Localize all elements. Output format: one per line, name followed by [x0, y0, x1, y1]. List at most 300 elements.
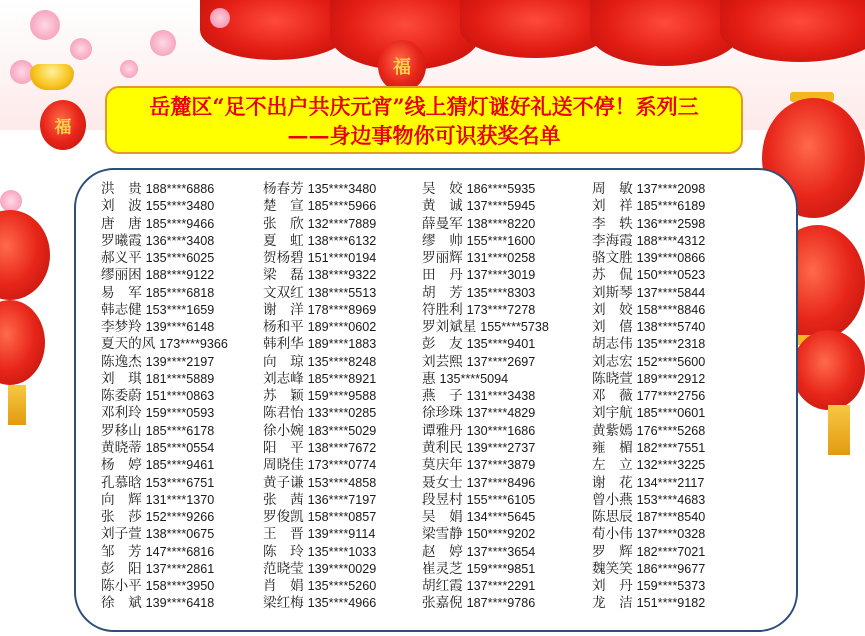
red-drape	[720, 0, 865, 62]
winner-name: 楚 宣	[263, 198, 304, 215]
winner-phone: 138****6132	[307, 233, 377, 248]
winner-phone: 150****9202	[466, 527, 536, 542]
winner-phone: 159****9851	[466, 561, 536, 576]
winner-row	[101, 595, 228, 612]
winner-row	[592, 302, 705, 319]
winner-name: 张 欣	[263, 215, 304, 232]
winner-phone: 188****9122	[145, 268, 215, 283]
winner-phone: 139****2737	[466, 440, 536, 455]
winner-name: 莫庆年	[422, 457, 463, 474]
plum-blossom-icon	[70, 38, 92, 60]
winner-row	[592, 233, 705, 250]
winner-name: 田 丹	[422, 267, 463, 284]
winner-row	[263, 475, 376, 492]
winner-phone: 134****5645	[466, 510, 536, 525]
winner-name: 张 莎	[101, 509, 142, 526]
winner-phone: 139****0029	[307, 561, 377, 576]
winner-name: 罗刘斌星	[422, 319, 477, 336]
red-drape	[460, 0, 610, 58]
winner-phone: 137****3019	[466, 268, 536, 283]
winner-name: 崔灵芝	[422, 560, 463, 577]
winner-row	[263, 302, 376, 319]
winner-row	[422, 302, 549, 319]
winner-phone: 155****6105	[466, 492, 536, 507]
winner-name: 王 晋	[263, 526, 304, 543]
winner-name: 洪 贵	[101, 181, 142, 197]
winner-phone: 139****6418	[145, 596, 215, 611]
winner-name: 黄 诚	[422, 198, 463, 215]
winner-phone: 153****4858	[307, 475, 377, 490]
winner-row	[422, 423, 549, 440]
winner-row	[422, 544, 549, 561]
winner-row	[422, 595, 549, 612]
winner-row	[422, 233, 549, 250]
winner-name: 郝义平	[101, 250, 142, 267]
winner-name: 刘 祥	[592, 198, 633, 215]
winner-name: 夏天的风	[101, 336, 156, 353]
winner-row	[101, 561, 228, 578]
red-drape	[590, 0, 740, 66]
winner-row	[422, 440, 549, 457]
winner-name: 罗 辉	[592, 543, 633, 560]
winner-phone: 137****4829	[466, 406, 536, 421]
winner-name: 谢 洋	[263, 301, 304, 318]
winner-row	[422, 578, 549, 595]
winner-row	[263, 578, 376, 595]
winner-row	[592, 198, 705, 215]
winner-phone: 147****6816	[145, 544, 215, 559]
winner-phone: 151****9182	[636, 596, 706, 611]
winner-row	[101, 440, 228, 457]
winner-name: 陈小平	[101, 578, 142, 595]
winner-name: 张嘉倪	[422, 595, 463, 612]
lantern-icon: 福	[378, 40, 426, 92]
winner-phone: 137****0328	[636, 527, 706, 542]
gold-ingot-icon	[30, 64, 74, 90]
winner-row	[592, 595, 705, 612]
winner-phone: 137****8496	[466, 475, 536, 490]
winner-row	[263, 544, 376, 561]
winner-row	[422, 457, 549, 474]
winner-phone: 177****2756	[636, 389, 706, 404]
winner-name: 缪丽困	[101, 267, 142, 284]
winner-row	[263, 181, 376, 198]
winner-name: 向 琼	[263, 353, 304, 370]
winner-name: 刘 姣	[592, 301, 633, 318]
winner-name: 向 辉	[101, 491, 142, 508]
winner-phone: 138****5513	[307, 285, 377, 300]
winner-phone: 135****8248	[307, 354, 377, 369]
winner-row	[422, 250, 549, 267]
winner-phone: 130****1686	[466, 423, 536, 438]
winner-name: 薛曼军	[422, 215, 463, 232]
winner-name: 刘志峰	[263, 370, 304, 387]
winner-phone: 137****2697	[466, 354, 536, 369]
winner-row	[263, 285, 376, 302]
winner-row	[101, 336, 228, 353]
winner-name: 刘斯琴	[592, 284, 633, 301]
winner-phone: 152****5600	[636, 354, 706, 369]
winner-name: 聂女士	[422, 474, 463, 491]
winner-row	[592, 319, 705, 336]
winner-name: 吴 娟	[422, 509, 463, 526]
winner-phone: 137****2861	[145, 561, 215, 576]
winner-name: 刘宇航	[592, 405, 633, 422]
winner-phone: 158****0857	[307, 510, 377, 525]
winner-row	[101, 388, 228, 405]
winner-name: 周 敏	[592, 181, 633, 197]
winner-phone: 185****6189	[636, 199, 706, 214]
winner-name: 黄紫嫣	[592, 422, 633, 439]
winner-row	[101, 302, 228, 319]
winner-row	[263, 267, 376, 284]
winner-phone: 152****9266	[145, 510, 215, 525]
winner-phone: 159****5373	[636, 579, 706, 594]
winner-row	[101, 181, 228, 198]
winner-name: 荀小伟	[592, 526, 633, 543]
winner-name: 陈君怡	[263, 405, 304, 422]
winner-name: 胡红霞	[422, 578, 463, 595]
winner-row	[592, 423, 705, 440]
winner-name: 曾小燕	[592, 491, 633, 508]
winner-row	[592, 285, 705, 302]
winner-name: 李梦羚	[101, 319, 142, 336]
winner-phone: 186****5935	[466, 182, 536, 196]
winner-row	[101, 457, 228, 474]
winner-name: 雍 楣	[592, 439, 633, 456]
winner-row	[592, 440, 705, 457]
winner-name: 魏笑笑	[592, 560, 633, 577]
winner-phone: 137****3879	[466, 458, 536, 473]
winner-phone: 173****7278	[466, 302, 536, 317]
winner-phone: 138****0675	[145, 527, 215, 542]
winner-phone: 153****4683	[636, 492, 706, 507]
winner-phone: 137****2098	[636, 182, 706, 196]
winner-row	[263, 371, 376, 388]
winner-name: 阳 平	[263, 439, 304, 456]
page-subtitle: ——身边事物你可识获奖名单	[287, 123, 561, 148]
winner-name: 刘 琪	[101, 370, 142, 387]
winner-name: 左 立	[592, 457, 633, 474]
winner-row	[422, 388, 549, 405]
winner-row	[101, 475, 228, 492]
winners-column-1	[101, 181, 228, 613]
winner-phone: 153****6751	[145, 475, 215, 490]
winner-name: 缪 帅	[422, 232, 463, 249]
winner-row	[422, 492, 549, 509]
winner-phone: 186****9677	[636, 561, 706, 576]
winner-name: 黄利民	[422, 439, 463, 456]
winner-name: 赵 婷	[422, 543, 463, 560]
winner-name: 燕 子	[422, 388, 463, 405]
winner-row	[592, 250, 705, 267]
winner-name: 韩志健	[101, 301, 142, 318]
winner-name: 苏 颖	[263, 388, 304, 405]
winner-phone: 181****5889	[145, 371, 215, 386]
winner-phone: 187****9786	[466, 596, 536, 611]
winner-name: 易 军	[101, 284, 142, 301]
winner-phone: 135****8303	[466, 285, 536, 300]
winner-row	[592, 336, 705, 353]
winner-name: 周晓佳	[263, 457, 304, 474]
winner-row	[422, 285, 549, 302]
winner-phone: 158****3950	[145, 579, 215, 594]
winner-row	[592, 475, 705, 492]
winner-row	[422, 198, 549, 215]
winner-name: 彭 阳	[101, 560, 142, 577]
winner-name: 彭 友	[422, 336, 463, 353]
plum-blossom-icon	[210, 8, 230, 28]
winner-name: 杨 婷	[101, 457, 142, 474]
winner-row	[422, 371, 549, 388]
winner-name: 刘 丹	[592, 578, 633, 595]
winners-column-3	[422, 181, 549, 613]
winner-phone: 139****6148	[145, 320, 215, 335]
lantern-icon	[792, 330, 865, 410]
winner-row	[592, 405, 705, 422]
winner-phone: 178****8969	[307, 302, 377, 317]
winner-phone: 185****9461	[145, 458, 215, 473]
winner-phone: 155****1600	[466, 233, 536, 248]
winner-row	[422, 526, 549, 543]
winner-name: 惠	[422, 370, 436, 387]
winner-row	[263, 561, 376, 578]
winner-phone: 188****4312	[636, 233, 706, 248]
winner-name: 黄晓蒂	[101, 439, 142, 456]
winner-row	[263, 526, 376, 543]
winner-name: 贺杨碧	[263, 250, 304, 267]
winner-phone: 139****2197	[145, 354, 215, 369]
winner-name: 陈委蔚	[101, 388, 142, 405]
winner-phone: 151****0194	[307, 251, 377, 266]
winner-row	[422, 336, 549, 353]
winner-phone: 137****5844	[636, 285, 706, 300]
winner-row	[101, 285, 228, 302]
winner-phone: 150****0523	[636, 268, 706, 283]
winner-row	[263, 250, 376, 267]
winner-name: 邓利玲	[101, 405, 142, 422]
winner-phone: 138****7672	[307, 440, 377, 455]
winner-name: 梁红梅	[263, 595, 304, 612]
winner-row	[101, 509, 228, 526]
winner-phone: 134****2117	[636, 475, 705, 490]
winner-row	[263, 405, 376, 422]
winner-row	[592, 578, 705, 595]
winner-name: 陈思辰	[592, 509, 633, 526]
winner-phone: 138****5740	[636, 320, 706, 335]
winner-row	[101, 578, 228, 595]
winner-phone: 159****9588	[307, 389, 377, 404]
winner-name: 罗俊凯	[263, 509, 304, 526]
winner-phone: 135****4966	[307, 596, 377, 611]
winner-name: 杨和平	[263, 319, 304, 336]
winner-row	[263, 457, 376, 474]
winner-name: 徐 斌	[101, 595, 142, 612]
winner-name: 杨春芳	[263, 181, 304, 197]
winner-phone: 131****3438	[466, 389, 536, 404]
winner-name: 谭雅丹	[422, 422, 463, 439]
tassel-icon	[8, 385, 26, 425]
winner-row	[422, 405, 549, 422]
winner-name: 刘 僖	[592, 319, 633, 336]
winner-row	[422, 509, 549, 526]
winner-name: 唐 唐	[101, 215, 142, 232]
winner-row	[263, 198, 376, 215]
winner-name: 范晓莹	[263, 560, 304, 577]
winner-phone: 173****9366	[159, 337, 228, 352]
winner-row	[263, 388, 376, 405]
winner-name: 苏 侃	[592, 267, 633, 284]
winner-name: 胡志伟	[592, 336, 633, 353]
winner-row	[263, 440, 376, 457]
winner-phone: 139****0866	[636, 251, 706, 266]
winner-row	[101, 405, 228, 422]
winner-row	[101, 354, 228, 371]
winner-name: 邹 芳	[101, 543, 142, 560]
lantern-icon: 福	[40, 100, 86, 150]
winner-row	[263, 492, 376, 509]
winner-name: 胡 芳	[422, 284, 463, 301]
winner-phone: 135****6025	[145, 251, 215, 266]
winner-row	[101, 233, 228, 250]
winner-row	[101, 267, 228, 284]
winner-name: 梁雪静	[422, 526, 463, 543]
winner-row	[263, 216, 376, 233]
winner-row	[263, 509, 376, 526]
plum-blossom-icon	[30, 10, 60, 40]
winner-row	[592, 544, 705, 561]
winner-name: 龙 洁	[592, 595, 633, 612]
winner-row	[422, 181, 549, 198]
winner-phone: 133****0285	[307, 406, 377, 421]
winner-phone: 137****3654	[466, 544, 536, 559]
winner-row	[263, 319, 376, 336]
winner-phone: 189****1883	[307, 337, 377, 352]
winner-phone: 137****5945	[466, 199, 536, 214]
winner-name: 罗丽辉	[422, 250, 463, 267]
winner-row	[422, 216, 549, 233]
winner-name: 刘子萱	[101, 526, 142, 543]
winner-phone: 182****7551	[636, 440, 706, 455]
winner-name: 谢 花	[592, 474, 633, 491]
winner-name: 徐珍珠	[422, 405, 463, 422]
winner-phone: 173****0774	[307, 458, 377, 473]
winner-phone: 138****8220	[466, 216, 536, 231]
winner-phone: 151****0863	[145, 389, 215, 404]
winner-phone: 185****0601	[636, 406, 706, 421]
winner-row	[592, 457, 705, 474]
winner-row	[101, 526, 228, 543]
winner-name: 黄子谦	[263, 474, 304, 491]
lantern-icon	[0, 210, 50, 300]
winner-phone: 137****2291	[466, 579, 536, 594]
winner-name: 罗曦霞	[101, 232, 142, 249]
winner-phone: 136****2598	[636, 216, 706, 231]
winner-row	[263, 354, 376, 371]
winner-row	[592, 509, 705, 526]
winner-phone: 135****9401	[466, 337, 536, 352]
winner-row	[263, 595, 376, 612]
winner-name: 陈逸杰	[101, 353, 142, 370]
page-title: 岳麓区“足不出户共庆元宵”线上猜灯谜好礼送不停！系列三	[149, 94, 699, 119]
winner-row	[592, 371, 705, 388]
winner-phone: 136****7197	[307, 492, 377, 507]
winner-name: 李海霞	[592, 232, 633, 249]
winner-phone: 153****1659	[145, 302, 215, 317]
winner-phone: 136****3408	[145, 233, 215, 248]
winner-phone: 188****6886	[145, 182, 215, 196]
winner-row	[592, 388, 705, 405]
winners-column-2	[263, 181, 376, 613]
winner-row	[101, 319, 228, 336]
winner-row	[422, 354, 549, 371]
winner-phone: 135****5094	[439, 371, 509, 386]
winner-phone: 187****8540	[636, 510, 706, 525]
winner-name: 吴 姣	[422, 181, 463, 197]
winner-phone: 183****5029	[307, 423, 377, 438]
winner-row	[592, 561, 705, 578]
winner-phone: 185****5966	[307, 199, 377, 214]
winner-phone: 185****6178	[145, 423, 215, 438]
winner-name: 梁 磊	[263, 267, 304, 284]
winner-name: 符胜利	[422, 301, 463, 318]
winner-phone: 131****0258	[466, 251, 536, 266]
winner-row	[592, 526, 705, 543]
winner-name: 段昱村	[422, 491, 463, 508]
winner-name: 刘 波	[101, 198, 142, 215]
winner-name: 邓 薇	[592, 388, 633, 405]
winner-phone: 185****9466	[145, 216, 215, 231]
tassel-icon	[828, 405, 850, 455]
winner-name: 徐小婉	[263, 422, 304, 439]
winner-name: 刘志宏	[592, 353, 633, 370]
winner-name: 刘芸熙	[422, 353, 463, 370]
winner-phone: 185****8921	[307, 371, 377, 386]
winner-row	[101, 198, 228, 215]
winner-phone: 135****3480	[307, 182, 377, 196]
winner-name: 韩利华	[263, 336, 304, 353]
winner-row	[101, 492, 228, 509]
winner-phone: 159****0593	[145, 406, 215, 421]
plum-blossom-icon	[120, 60, 138, 78]
winner-row	[101, 216, 228, 233]
winner-row	[592, 181, 705, 198]
winner-row	[422, 267, 549, 284]
winner-name: 夏 虹	[263, 232, 304, 249]
winner-name: 陈 玲	[263, 543, 304, 560]
winner-phone: 132****7889	[307, 216, 377, 231]
winner-phone: 182****7021	[636, 544, 706, 559]
title-banner	[105, 86, 743, 154]
winner-phone: 135****5260	[307, 579, 377, 594]
winner-phone: 155****3480	[145, 199, 215, 214]
winner-phone: 139****9114	[307, 527, 376, 542]
winner-row	[101, 544, 228, 561]
winner-phone: 189****2912	[636, 371, 706, 386]
winner-row	[422, 319, 549, 336]
winner-phone: 138****9322	[307, 268, 377, 283]
winner-phone: 158****8846	[636, 302, 706, 317]
winner-phone: 176****5268	[636, 423, 706, 438]
winner-name: 骆文胜	[592, 250, 633, 267]
winner-phone: 135****2318	[636, 337, 706, 352]
winner-row	[263, 336, 376, 353]
winner-row	[592, 492, 705, 509]
winner-name: 陈晓萱	[592, 370, 633, 387]
winner-phone: 189****0602	[307, 320, 377, 335]
winner-row	[101, 423, 228, 440]
winner-row	[422, 561, 549, 578]
